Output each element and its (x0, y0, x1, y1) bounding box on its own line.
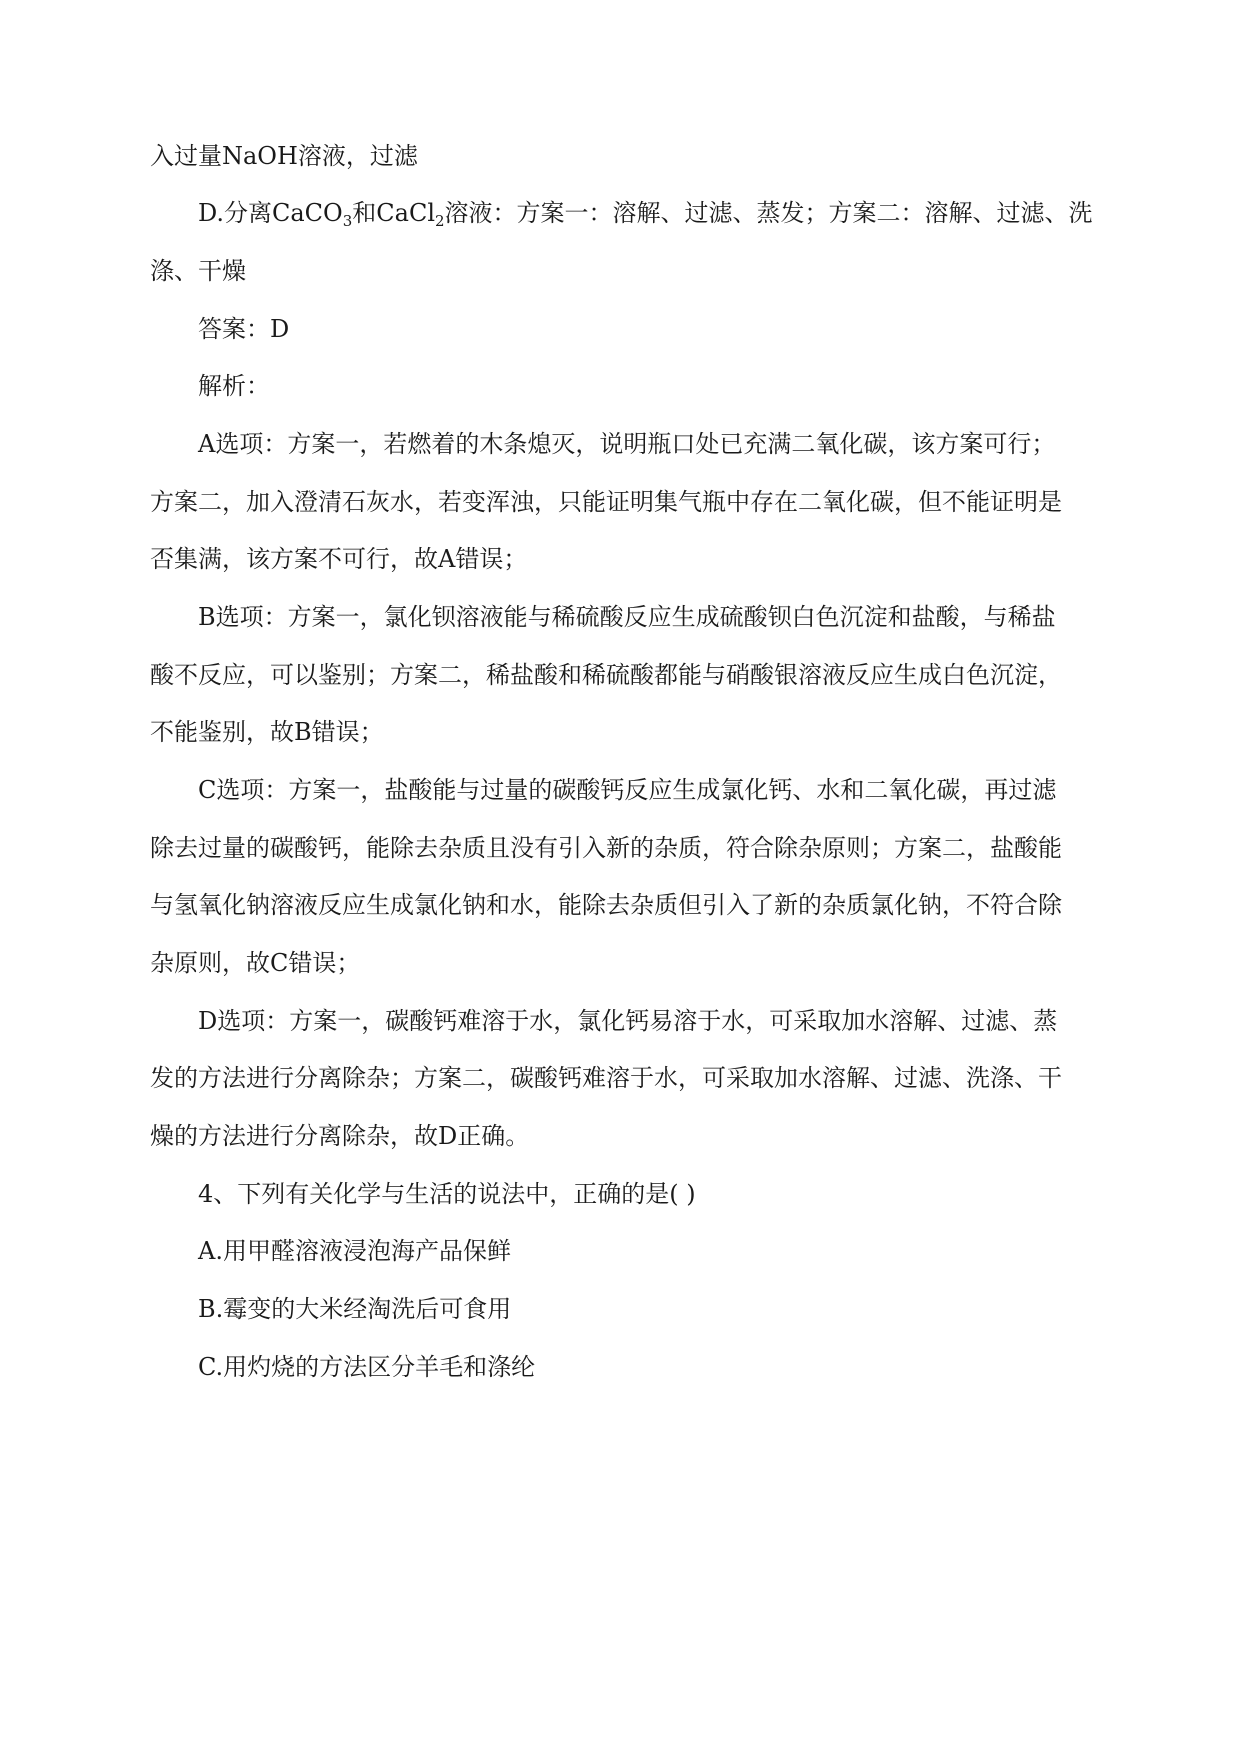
text-line: 发的方法进行分离除杂；方案二，碳酸钙难溶于水，可采取加水溶解、过滤、洗涤、干 (150, 1064, 1062, 1092)
text-span: 溶液：方案一：溶解、过滤、蒸发；方案二：溶解、过滤、洗 (444, 199, 1093, 227)
text-line: A选项：方案一，若燃着的木条熄灭，说明瓶口处已充满二氧化碳，该方案可行； (198, 430, 1056, 458)
text-line: 杂原则，故C错误； (150, 949, 361, 977)
text-line: D选项：方案一，碳酸钙难溶于水，氯化钙易溶于水，可采取加水溶解、过滤、蒸 (198, 1007, 1058, 1035)
subscript: 3 (342, 212, 353, 230)
analysis-heading: 解析： (198, 372, 270, 400)
text-line: 涤、干燥 (150, 257, 246, 285)
option-c: C.用灼烧的方法区分羊毛和涤纶 (198, 1353, 536, 1381)
text-line: B选项：方案一，氯化钡溶液能与稀硫酸反应生成硫酸钡白色沉淀和盐酸，与稀盐 (198, 603, 1056, 631)
subscript: 2 (435, 212, 445, 230)
text-line: 方案二，加入澄清石灰水，若变浑浊，只能证明集气瓶中存在二氧化碳，但不能证明是 (150, 488, 1062, 516)
option-a: A.用甲醛溶液浸泡海产品保鲜 (198, 1237, 511, 1265)
option-d-line (198, 197, 1093, 229)
text-line: 不能鉴别，故B错误； (150, 718, 384, 746)
text-line: 否集满，该方案不可行，故A错误； (150, 545, 528, 573)
text-span: 和CaCl (352, 199, 435, 227)
text-line: 燥的方法进行分离除杂，故D正确。 (150, 1122, 530, 1150)
question-4: 4、下列有关化学与生活的说法中，正确的是( ) (198, 1180, 696, 1208)
text-line: 除去过量的碳酸钙，能除去杂质且没有引入新的杂质，符合除杂原则；方案二，盐酸能 (150, 834, 1062, 862)
option-b: B.霉变的大米经淘洗后可食用 (198, 1295, 512, 1323)
text-line: 酸不反应，可以鉴别；方案二，稀盐酸和稀硫酸都能与硝酸银溶液反应生成白色沉淀， (150, 661, 1062, 689)
answer-line: 答案：D (198, 315, 290, 343)
text-line: C选项：方案一，盐酸能与过量的碳酸钙反应生成氯化钙、水和二氧化碳，再过滤 (198, 776, 1057, 804)
text-span: D.分离CaCO (198, 199, 343, 227)
text-line: 与氢氧化钠溶液反应生成氯化钠和水，能除去杂质但引入了新的杂质氯化钠，不符合除 (150, 891, 1062, 919)
text-line: 入过量NaOH溶液，过滤 (150, 142, 418, 170)
